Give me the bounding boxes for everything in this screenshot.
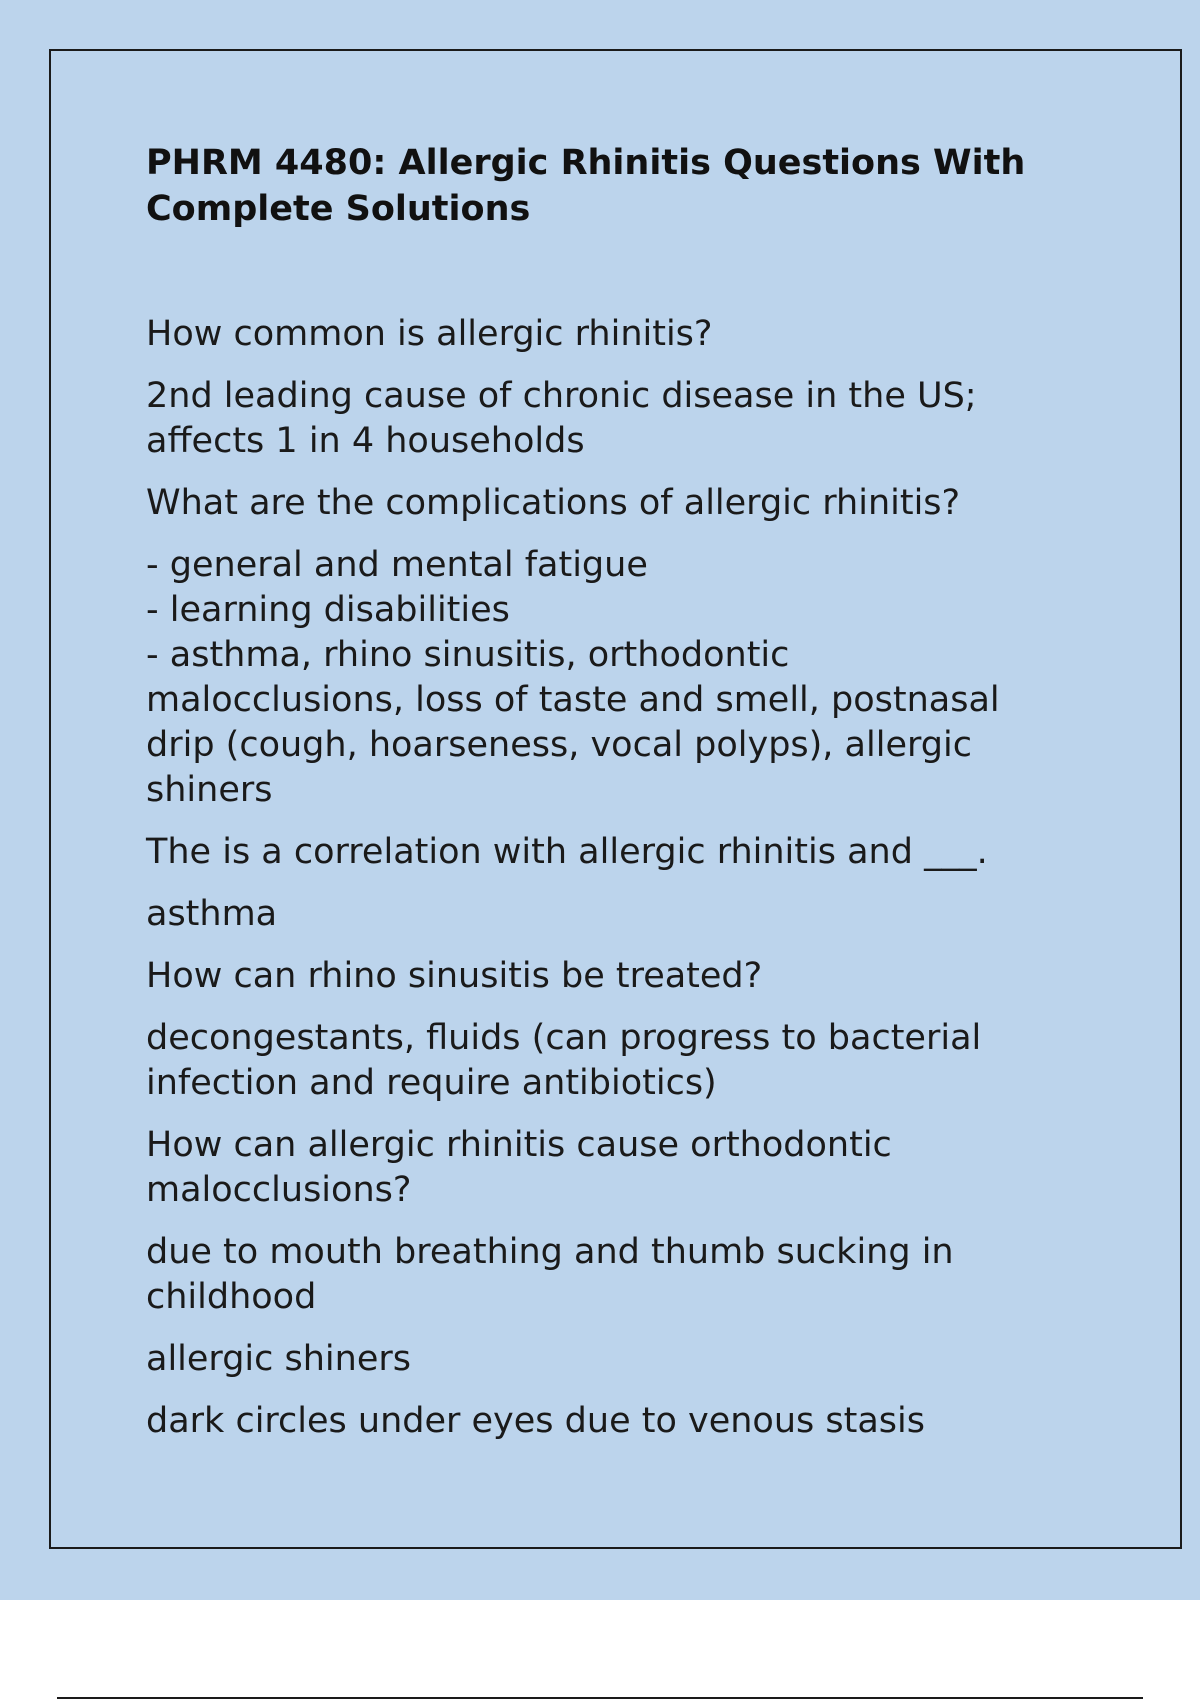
document-title: PHRM 4480: Allergic Rhinitis Questions With Complete Solutions [146,143,1026,229]
question-text: What are the complications of allergic rhinitis? [146,483,961,523]
answer-text: - general and mental fatigue - learning disabilities - asthma, rhino sinusitis, orthodontic malocclusions, loss of taste and smell, postnasal drip (cough, hoarseness, vocal polyps), allergic shiners [146,545,1000,810]
question-text: How can allergic rhinitis cause orthodontic malocclusions? [146,1125,892,1210]
answer-text: dark circles under eyes due to venous stasis [146,1401,925,1441]
answer-text: decongestants, fluids (can progress to bacterial infection and require antibiotics) [146,1018,982,1103]
question-text: allergic shiners [146,1339,411,1379]
qa-list [146,312,1086,1444]
answer-text: due to mouth breathing and thumb sucking in childhood [146,1232,954,1317]
answer-text: asthma [146,894,278,934]
answer-text: 2nd leading cause of chronic disease in the US; affects 1 in 4 households [146,376,977,461]
question-text: The is a correlation with allergic rhinitis and ___. [146,832,988,872]
question-text: How common is allergic rhinitis? [146,314,713,354]
document-content [146,140,1086,1461]
question-text: How can rhino sinusitis be treated? [146,956,763,996]
bottom-divider-line [57,1697,1143,1699]
